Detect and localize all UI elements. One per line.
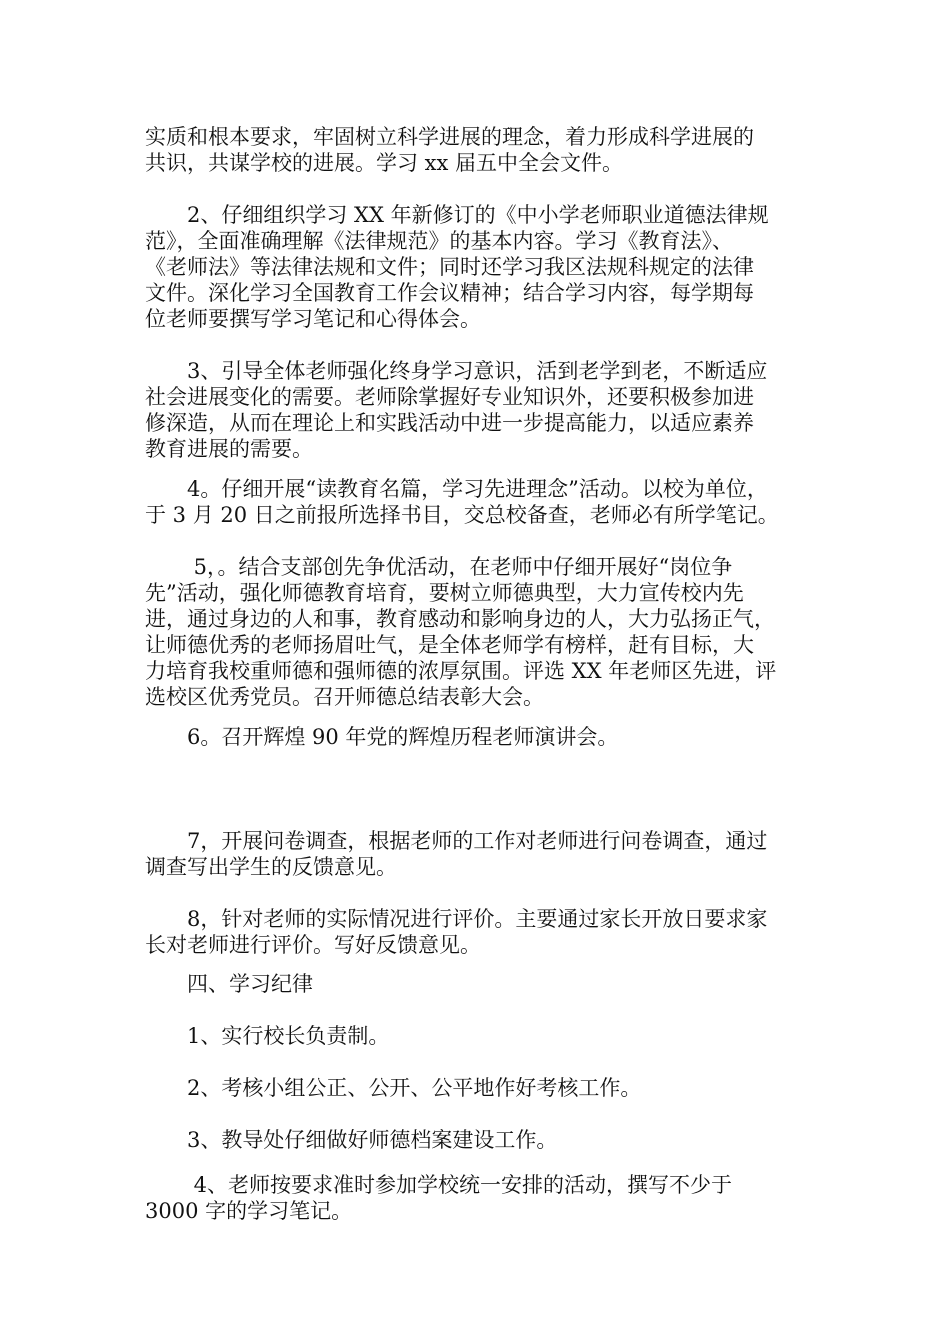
text-line: 1、实行校长负责制。 [145, 1024, 390, 1048]
text-line: 选校区优秀党员。召开师德总结表彰大会。 [145, 685, 544, 709]
text-line: 调查写出学生的反馈意见。 [145, 855, 397, 879]
text-line: 范》，全面准确理解《法律规范》的基本内容。学习《教育法》、 [145, 229, 733, 253]
paragraph [145, 724, 807, 750]
text-line: 3000 字的学习笔记。 [145, 1199, 353, 1223]
text-line: 长对老师进行评价。写好反馈意见。 [145, 933, 481, 957]
text-line: 4、老师按要求准时参加学校统一安排的活动，撰写不少于 [145, 1173, 733, 1197]
text-line: 5，。结合支部创先争优活动，在老师中仔细开展好“岗位争 [145, 555, 733, 579]
text-line: 8，针对老师的实际情况进行评价。主要通过家长开放日要求家 [145, 907, 768, 931]
text-line: 7，开展问卷调查，根据老师的工作对老师进行问卷调查，通过 [145, 829, 768, 853]
text-line: 3、引导全体老师强化终身学习意识，活到老学到老，不断适应 [145, 359, 768, 383]
text-line: 共识，共谋学校的进展。学习 xx 届五中全会文件。 [145, 151, 624, 175]
text-line: 位老师要撰写学习笔记和心得体会。 [145, 307, 481, 331]
text-line: 力培育我校重师德和强师德的浓厚氛围。评选 XX 年老师区先进，评 [145, 659, 777, 683]
paragraph [145, 1023, 807, 1049]
paragraph [145, 1172, 807, 1224]
text-line: 文件。深化学习全国教育工作会议精神；结合学习内容，每学期每 [145, 281, 754, 305]
paragraph [145, 828, 807, 880]
text-line: 社会进展变化的需要。老师除掌握好专业知识外，还要积极参加进 [145, 385, 754, 409]
paragraph [145, 554, 807, 710]
text-line: 让师德优秀的老师扬眉吐气，是全体老师学有榜样，赶有目标，大 [145, 633, 754, 657]
text-line: 先”活动，强化师德教育培育，要树立师德典型，大力宣传校内先 [145, 581, 744, 605]
text-line: 于 3 月 20 日之前报所选择书目，交总校备查，老师必有所学笔记。 [145, 503, 779, 527]
text-line: 6。召开辉煌 90 年党的辉煌历程老师演讲会。 [145, 725, 619, 749]
text-line: 实质和根本要求，牢固树立科学进展的理念，着力形成科学进展的 [145, 125, 754, 149]
paragraph [145, 202, 807, 332]
paragraph [145, 906, 807, 958]
paragraph [145, 1075, 807, 1101]
paragraph [145, 1127, 807, 1153]
paragraph [145, 358, 807, 462]
text-line: 教育进展的需要。 [145, 437, 313, 461]
text-line: 修深造，从而在理论上和实践活动中进一步提高能力，以适应素养 [145, 411, 754, 435]
text-line: 《老师法》等法律法规和文件；同时还学习我区法规科规定的法律 [145, 255, 754, 279]
text-line: 3、教导处仔细做好师德档案建设工作。 [145, 1128, 558, 1152]
paragraph [145, 476, 807, 528]
text-line: 进，通过身边的人和事，教育感动和影响身边的人，大力弘扬正气， [145, 607, 775, 631]
text-line: 4。仔细开展“读教育名篇，学习先进理念”活动。以校为单位， [145, 477, 768, 501]
text-line: 2、仔细组织学习 XX 年新修订的《中小学老师职业道德法律规 [145, 203, 769, 227]
text-line: 四、学习纪律 [145, 972, 313, 996]
paragraph [145, 124, 807, 176]
section-heading [145, 971, 807, 997]
text-line: 2、考核小组公正、公开、公平地作好考核工作。 [145, 1076, 642, 1100]
